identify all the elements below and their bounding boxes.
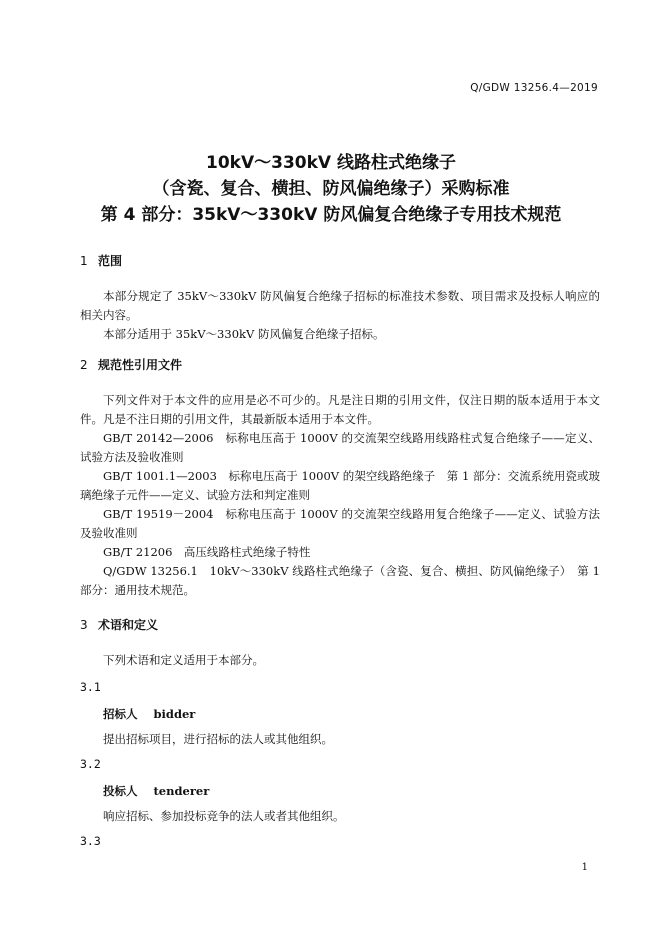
- term-entry: [103, 783, 209, 799]
- term-english: bidder: [153, 707, 196, 721]
- section-number: 2: [80, 358, 88, 372]
- term-definition: 提出招标项目，进行招标的法人或其他组织。: [103, 732, 333, 746]
- section-2-intro: 下列文件对于本文件的应用是必不可少的。凡是注日期的引用文件，仅注日期的版本适用于本文件。凡是不注日期的引用文件，其最新版本适用于本文件。: [80, 393, 600, 426]
- section-number: 1: [80, 254, 88, 268]
- term-definition: 响应招标、参加投标竞争的法人或者其他组织。: [103, 809, 345, 823]
- normative-reference: GB/T 21206 高压线路柱式绝缘子特性: [103, 545, 311, 559]
- section-1-heading: [80, 252, 122, 269]
- section-3-intro: 下列术语和定义适用于本部分。: [103, 653, 264, 667]
- normative-reference: GB/T 20142—2006 标称电压高于 1000V 的交流架空线路用线路柱式复合绝缘子——定义、试验方法及验收准则: [80, 431, 600, 464]
- section-1-paragraph-1: 本部分规定了 35kV～330kV 防风偏复合绝缘子招标的标准技术参数、项目需求及投标人响应的相关内容。: [80, 289, 600, 322]
- clause-number: 3.2: [80, 757, 101, 771]
- term-entry: [103, 706, 195, 722]
- normative-reference: GB/T 1001.1—2003 标称电压高于 1000V 的架空线路绝缘子 第 1 部分：交流系统用瓷或玻璃绝缘子元件——定义、试验方法和判定准则: [80, 469, 600, 502]
- clause-number: 3.1: [80, 680, 101, 694]
- normative-reference: Q/GDW 13256.1 10kV～330kV 线路柱式绝缘子（含瓷、复合、横担、防风偏绝缘子） 第 1 部分：通用技术规范。: [80, 564, 600, 597]
- title-line-1: 10kV～330kV 线路柱式绝缘子: [206, 153, 456, 173]
- title-line-3: 第 4 部分：35kV～330kV 防风偏复合绝缘子专用技术规范: [100, 205, 562, 225]
- section-1-paragraph-2: 本部分适用于 35kV～330kV 防风偏复合绝缘子招标。: [103, 327, 385, 341]
- term-chinese: 投标人: [103, 784, 138, 798]
- normative-reference: GB/T 19519－2004 标称电压高于 1000V 的交流架空线路用复合绝缘子——定义、试验方法及验收准则: [80, 507, 600, 540]
- section-title: 范围: [98, 254, 123, 268]
- clause-number: 3.3: [80, 834, 101, 848]
- term-english: tenderer: [153, 784, 210, 798]
- section-number: 3: [80, 618, 88, 632]
- document-number: Q/GDW 13256.4—2019: [470, 82, 598, 94]
- term-chinese: 招标人: [103, 707, 138, 721]
- section-title: 规范性引用文件: [98, 358, 183, 372]
- section-3-heading: [80, 616, 158, 633]
- section-2-heading: [80, 356, 182, 373]
- title-line-2: （含瓷、复合、横担、防风偏绝缘子）采购标准: [152, 179, 510, 199]
- section-title: 术语和定义: [98, 618, 159, 632]
- page-number: 1: [581, 862, 588, 873]
